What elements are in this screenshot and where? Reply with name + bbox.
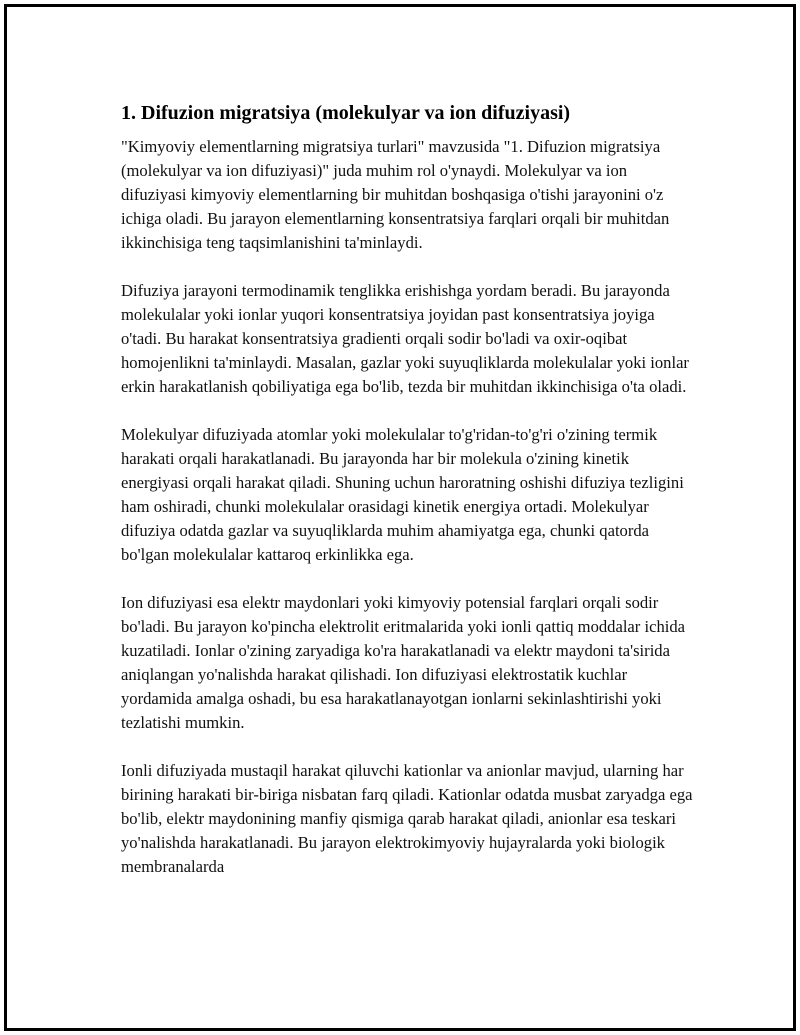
paragraph-1: "Kimyoviy elementlarning migratsiya turlari" mavzusida "1. Difuzion migratsiya (molekulyar va ion difuziyasi)" juda muhim rol o'ynaydi. Molekulyar va ion difuziyasi kimyoviy elementlarning bir muhitdan boshqasiga o'tishi jarayonini o'z ichiga oladi. Bu jarayon elementlarning konsentratsiya farqlari orqali bir muhitdan ikkinchisiga teng taqsimlanishini ta'minlaydi.: [121, 137, 670, 252]
paragraph-2: Difuziya jarayoni termodinamik tenglikka erishishga yordam beradi. Bu jarayonda molekulalar yoki ionlar yuqori konsentratsiya joyidan past konsentratsiya joyiga o'tadi. Bu harakat konsentratsiya gradienti orqali sodir bo'ladi va oxir-oqibat homojenlikni ta'minlaydi. Masalan, gazlar yoki suyuqliklarda molekulalar yoki ionlar erkin harakatlanish qobiliyatiga ega bo'lib, tezda bir muhitdan ikkinchisiga o'ta oladi.: [121, 281, 689, 396]
section-heading: 1. Difuzion migratsiya (molekulyar va ion difuziyasi): [121, 102, 571, 124]
paragraph-4: Ion difuziyasi esa elektr maydonlari yoki kimyoviy potensial farqlari orqali sodir bo'ladi. Bu jarayon ko'pincha elektrolit eritmalarida yoki ionli qattiq moddalar ichida kuzatiladi. Ionlar o'zining zaryadiga ko'ra harakatlanadi va elektr maydoni ta'sirida aniqlangan yo'nalishda harakat qilishadi. Ion difuziyasi elektrostatik kuchlar yordamida amalga oshadi, bu esa harakatlanayotgan ionlarni sekinlashtirishi yoki tezlatishi mumkin.: [121, 593, 686, 732]
paragraph-3: Molekulyar difuziyada atomlar yoki molekulalar to'g'ridan-to'g'ri o'zining termik harakati orqali harakatlanadi. Bu jarayonda har bir molekula o'zining kinetik energiyasi orqali harakat qiladi. Shuning uchun haroratning oshishi difuziya tezligini ham oshiradi, chunki molekulalar orasidagi kinetik energiya ortadi. Molekulyar difuziya odatda gazlar va suyuqliklarda muhim ahamiyatga ega, chunki qatorda bo'lgan molekulalar kattaroq erkinlikka ega.: [121, 425, 684, 564]
paragraph-5: Ionli difuziyada mustaqil harakat qiluvchi kationlar va anionlar mavjud, ularning har birining harakati bir-biriga nisbatan farq qiladi. Kationlar odatda musbat zaryadga ega bo'lib, elektr maydonining manfiy qismiga qarab harakat qiladi, anionlar esa teskari yo'nalishda harakatlanadi. Bu jarayon elektrokimyoviy hujayralarda yoki biologik membranalarda: [121, 761, 693, 876]
document-body: [121, 99, 696, 903]
page-frame: [4, 4, 796, 1031]
